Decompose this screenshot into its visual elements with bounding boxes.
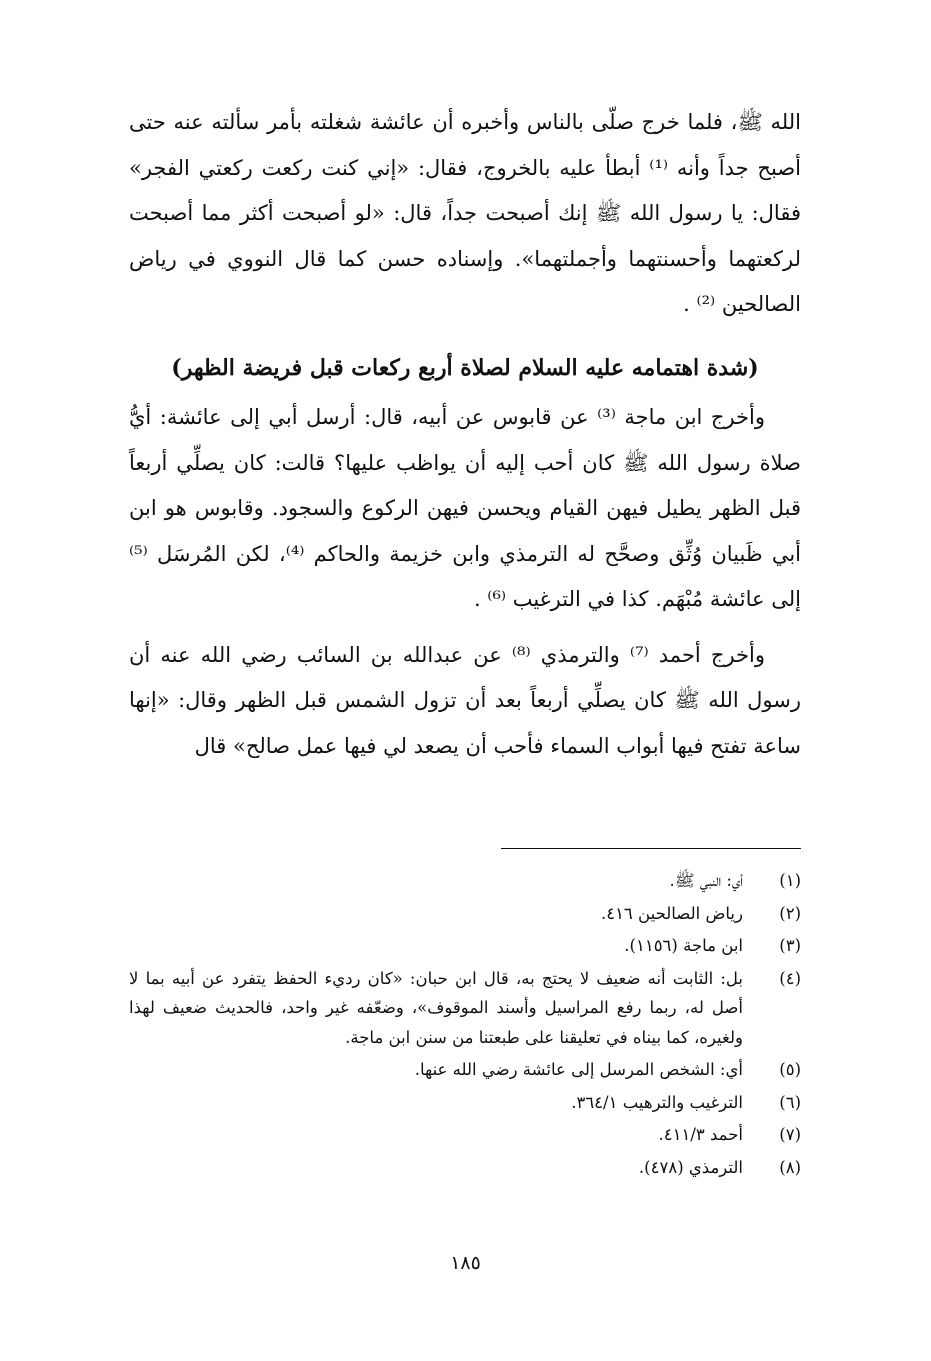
footnote-number: (٢) [779, 903, 801, 923]
footnote-item [129, 866, 801, 896]
footnote-number: (٥) [779, 1060, 801, 1079]
footnote-text: ابن ماجة (١١٥٦). [624, 936, 743, 955]
footnote-text: أي: النبي ﷺ. [669, 871, 743, 890]
footnote-item [129, 1055, 801, 1085]
footnote-text: أحمد ٤١١/٣. [658, 1125, 743, 1144]
main-text [129, 100, 801, 769]
footnotes [129, 866, 801, 1185]
footnote-item [129, 931, 801, 961]
footnote-item [129, 1088, 801, 1118]
footnote-item [129, 1120, 801, 1150]
footnote-text: رياض الصالحين ٤١٦. [600, 903, 743, 923]
page-number: ١٨٥ [450, 1252, 481, 1274]
footnote-text: بل: الثابت أنه ضعيف لا يحتج به، قال ابن حبان: «كان رديء الحفظ يتفرد عن أبيه بما لا أصل له، ربما رفع المراسيل وأسند الموقوف»، وضعّفه غير واحد، فالحديث ضعيف لهذا ولغيره، كما بيناه في تعليقنا على طبعتنا من سنن ابن ماجة. [129, 968, 743, 1047]
paragraph-1: الله ﷺ، فلما خرج صلّى بالناس وأخبره أن عائشة شغلته بأمر سألته عنه حتى أصبح جداً وأنه ⁽¹⁾ أبطأ عليه بالخروج، فقال: «إني كنت ركعت ركعتي الفجر» فقال: يا رسول الله ﷺ إنك أصبحت جداً، قال: «لو أصبحت أكثر مما أصبحت لركعتهما وأحسنتهما وأجملتهما». وإسناده حسن كما قال النووي في رياض الصالحين ⁽²⁾ . [129, 110, 801, 316]
footnote-item [129, 1153, 801, 1183]
footnote-number: (٦) [779, 1092, 801, 1112]
section-heading: (شدة اهتمامه عليه السلام لصلاة أربع ركعات قبل فريضة الظهر) [171, 354, 759, 381]
footnote-number: (١) [779, 871, 801, 890]
footnote-text: الترمذي (٤٧٨). [638, 1157, 743, 1177]
footnote-item [129, 899, 801, 929]
footnote-number: (٣) [779, 936, 801, 955]
footnote-number: (٧) [779, 1125, 801, 1144]
footnote-item [129, 964, 801, 1053]
footnote-number: (٤) [779, 968, 801, 988]
footnote-number: (٨) [779, 1157, 801, 1177]
paragraph-2: وأخرج ابن ماجة ⁽³⁾ عن قابوس عن أبيه، قال: أرسل أبي إلى عائشة: أيُّ صلاة رسول الله ﷺ كان أحب إليه أن يواظب عليها؟ قالت: كان يصلِّي أربعاً قبل الظهر يطيل فيهن القيام ويحسن فيهن الركوع والسجود. وقابوس هو ابن أبي ظَبيان وُثِّق وصحَّح له الترمذي وابن خزيمة والحاكم ⁽⁴⁾، لكن المُرسَل ⁽⁵⁾ إلى عائشة مُبْهَم. كذا في الترغيب ⁽⁶⁾ . [129, 405, 802, 611]
footnote-divider [501, 848, 801, 849]
footnote-text: أي: الشخص المرسل إلى عائشة رضي الله عنها. [414, 1060, 743, 1079]
paragraph-3: وأخرج أحمد ⁽⁷⁾ والترمذي ⁽⁸⁾ عن عبدالله بن السائب رضي الله عنه أن رسول الله ﷺ كان يصلِّي أربعاً بعد أن تزول الشمس قبل الظهر وقال: «إنها ساعة تفتح فيها أبواب السماء فأحب أن يصعد لي فيها عمل صالح» قال [129, 642, 801, 758]
footnote-text: الترغيب والترهيب ٣٦٤/١. [571, 1092, 743, 1112]
